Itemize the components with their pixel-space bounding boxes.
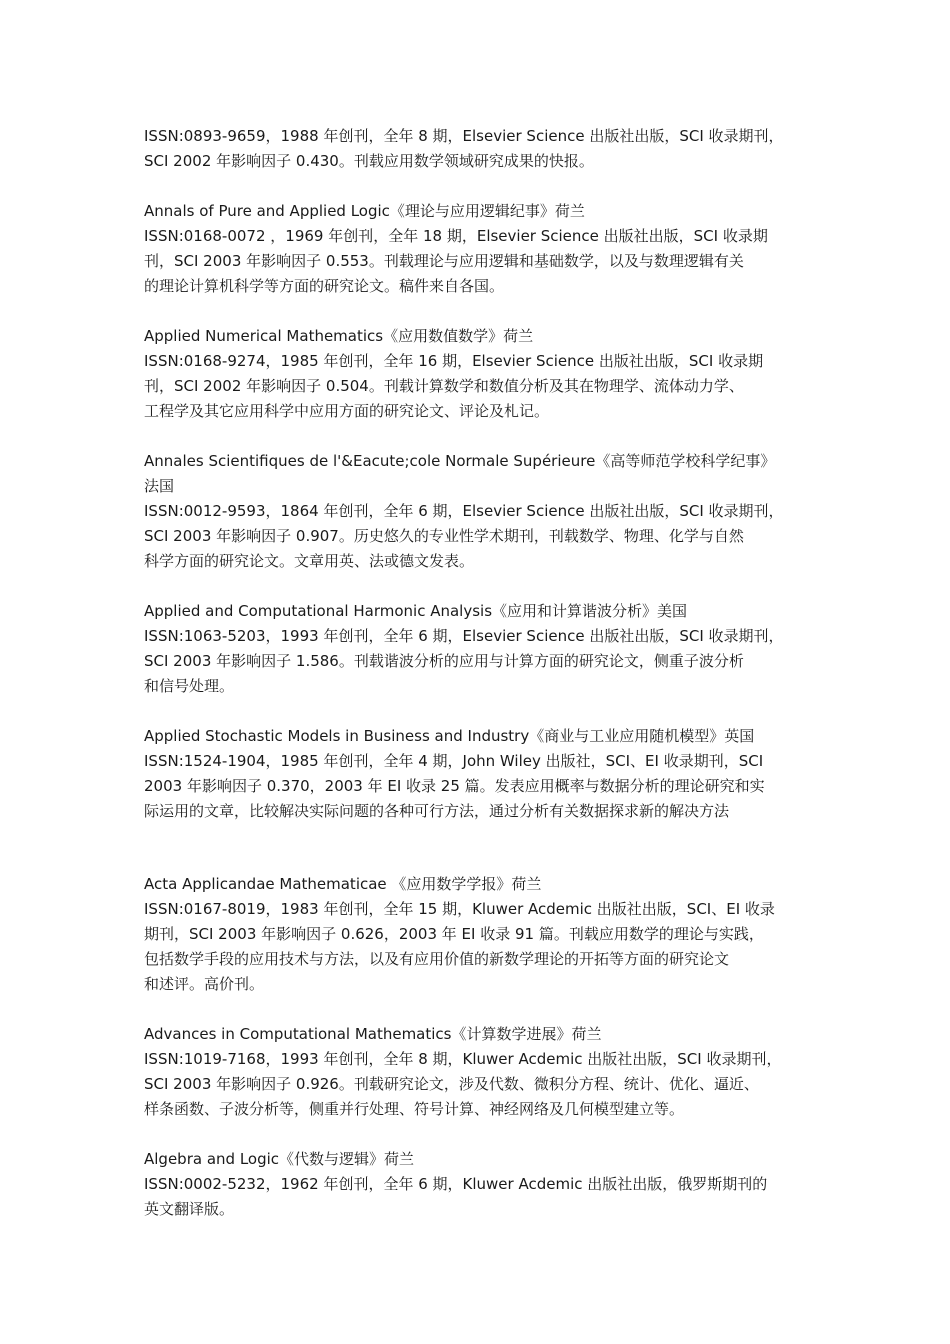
text-line: SCI 2002 年影响因子 0.430。刊载应用数学领域研究成果的快报。	[144, 152, 594, 170]
text-line: 的理论计算机科学等方面的研究论文。稿件来自各国。	[144, 277, 505, 295]
text-line: SCI 2003 年影响因子 0.926。刊载研究论文，涉及代数、微积分方程、统计、优化、逼近、	[144, 1075, 759, 1093]
journal-entry	[144, 599, 819, 699]
spacer	[144, 824, 819, 847]
text-line: 工程学及其它应用科学中应用方面的研究论文、评论及札记。	[144, 402, 550, 420]
journal-title: Annals of Pure and Applied Logic《理论与应用逻辑纪事》荷兰	[144, 202, 585, 220]
journal-entry	[144, 199, 819, 299]
text-line: ISSN:1063-5203，1993 年创刊，全年 6 期，Elsevier Science 出版社出版，SCI 收录期刊，	[144, 627, 784, 645]
text-line: SCI 2003 年影响因子 1.586。刊载谐波分析的应用与计算方面的研究论文，侧重子波分析	[144, 652, 744, 670]
text-line: ISSN:0168-9274，1985 年创刊，全年 16 期，Elsevier Science 出版社出版，SCI 收录期	[144, 352, 764, 370]
text-line: ISSN:1019-7168，1993 年创刊，全年 8 期，Kluwer Acdemic 出版社出版，SCI 收录期刊，	[144, 1050, 782, 1068]
journal-entry	[144, 124, 819, 174]
text-line: 英文翻译版。	[144, 1200, 235, 1218]
document-page	[144, 124, 819, 1247]
text-line: 2003 年影响因子 0.370，2003 年 EI 收录 25 篇。发表应用概率与数据分析的理论研究和实	[144, 777, 765, 795]
text-line: ISSN:1524-1904，1985 年创刊，全年 4 期，John Wiley 出版社，SCI、EI 收录期刊，SCI	[144, 752, 764, 770]
text-line: 刊，SCI 2002 年影响因子 0.504。刊载计算数学和数值分析及其在物理学、流体动力学、	[144, 377, 744, 395]
text-line: ISSN:0167-8019，1983 年创刊，全年 15 期，Kluwer Acdemic 出版社出版，SCI、EI 收录	[144, 900, 775, 918]
text-line: 和信号处理。	[144, 677, 235, 695]
text-line: 科学方面的研究论文。文章用英、法或德文发表。	[144, 552, 475, 570]
journal-title: Applied and Computational Harmonic Analysis《应用和计算谐波分析》美国	[144, 602, 688, 620]
journal-title: Advances in Computational Mathematics《计算数学进展》荷兰	[144, 1025, 602, 1043]
journal-title: Applied Numerical Mathematics《应用数值数学》荷兰	[144, 327, 534, 345]
journal-title: Applied Stochastic Models in Business and Industry《商业与工业应用随机模型》英国	[144, 727, 755, 745]
journal-title: Annales Scientifiques de l'&Eacute;cole Normale Supérieure《高等师范学校科学纪事》	[144, 452, 776, 470]
text-line: SCI 2003 年影响因子 0.907。历史悠久的专业性学术期刊，刊载数学、物理、化学与自然	[144, 527, 744, 545]
text-line: 包括数学手段的应用技术与方法，以及有应用价值的新数学理论的开拓等方面的研究论文	[144, 950, 730, 968]
text-line: ISSN:0168-0072 ，1969 年创刊，全年 18 期，Elsevier Science 出版社出版，SCI 收录期	[144, 227, 768, 245]
text-line: 样条函数、子波分析等，侧重并行处理、符号计算、神经网络及几何模型建立等。	[144, 1100, 685, 1118]
journal-entry	[144, 724, 819, 847]
journal-title: 法国	[144, 477, 175, 495]
text-line: 期刊，SCI 2003 年影响因子 0.626，2003 年 EI 收录 91 篇。刊载应用数学的理论与实践，	[144, 925, 764, 943]
journal-entry	[144, 1022, 819, 1122]
journal-entry	[144, 449, 819, 574]
text-line: 际运用的文章，比较解决实际问题的各种可行方法，通过分析有关数据探求新的解决方法	[144, 802, 730, 820]
text-line: ISSN:0002-5232，1962 年创刊，全年 6 期，Kluwer Acdemic 出版社出版，俄罗斯期刊的	[144, 1175, 768, 1193]
text-line: ISSN:0893-9659，1988 年创刊，全年 8 期，Elsevier Science 出版社出版，SCI 收录期刊，	[144, 127, 784, 145]
journal-title: Acta Applicandae Mathematicae 《应用数学学报》荷兰	[144, 875, 542, 893]
journal-entry	[144, 324, 819, 424]
text-line: 和述评。高价刊。	[144, 975, 265, 993]
journal-entry	[144, 872, 819, 997]
journal-entry	[144, 1147, 819, 1222]
journal-title: Algebra and Logic《代数与逻辑》荷兰	[144, 1150, 415, 1168]
text-line: 刊，SCI 2003 年影响因子 0.553。刊载理论与应用逻辑和基础数学，以及与数理逻辑有关	[144, 252, 744, 270]
text-line: ISSN:0012-9593，1864 年创刊，全年 6 期，Elsevier Science 出版社出版，SCI 收录期刊，	[144, 502, 784, 520]
